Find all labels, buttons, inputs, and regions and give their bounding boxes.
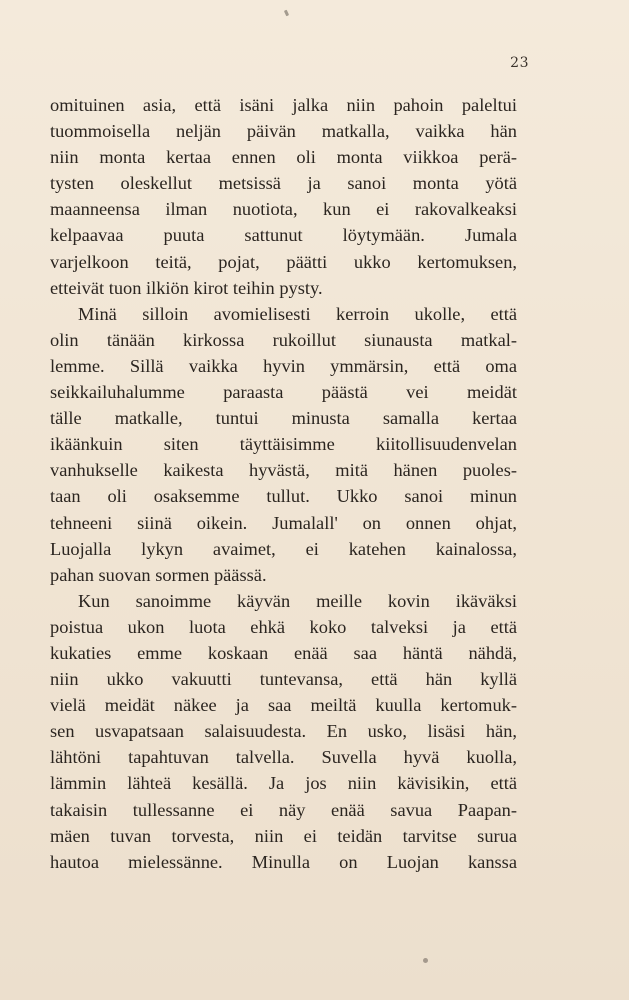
text-line: vielä meidät näkee ja saa meiltä kuulla kertomuk- — [50, 695, 517, 716]
text-line: niin monta kertaa ennen oli monta viikkoa perä- — [50, 147, 517, 168]
ink-speck — [284, 10, 289, 17]
text-line: etteivät tuon ilkiön kirot teihin pysty. — [50, 277, 323, 298]
text-line: kelpaavaa puuta sattunut löytymään. Jumala — [50, 225, 517, 246]
text-line: tysten oleskellut metsissä ja sanoi monta yötä — [50, 173, 517, 194]
text-line: poistua ukon luota ehkä koko talveksi ja että — [50, 616, 517, 637]
text-line: varjelkoon teitä, pojat, päätti ukko kertomuksen, — [50, 251, 517, 272]
text-line: ikäänkuin siten täyttäisimme kiitollisuudenvelan — [50, 434, 517, 455]
ink-dot — [423, 958, 428, 963]
text-line: taan oli osaksemme tullut. Ukko sanoi minun — [50, 486, 517, 507]
text-line: sen usvapatsaan salaisuudesta. En usko, lisäsi hän, — [50, 721, 517, 742]
text-line: Minä silloin avomielisesti kerroin ukolle, että — [78, 303, 517, 324]
text-line: hautoa mielessänne. Minulla on Luojan kanssa — [50, 851, 517, 872]
body-text — [50, 92, 517, 875]
text-line: takaisin tullessanne ei näy enää savua Paapan- — [50, 799, 517, 820]
page-number: 23 — [510, 55, 529, 71]
text-line: maanneensa ilman nuotiota, kun ei rakovalkeaksi — [50, 199, 517, 220]
text-line: tuommoisella neljän päivän matkalla, vaikka hän — [50, 121, 517, 142]
text-line: lähtöni tapahtuvan talvella. Suvella hyvä kuolla, — [50, 747, 517, 768]
text-line: kukaties emme koskaan enää saa häntä nähdä, — [50, 642, 517, 663]
text-line: lemme. Sillä vaikka hyvin ymmärsin, että oma — [50, 355, 517, 376]
text-line: olin tänään kirkossa rukoillut siunausta matkal- — [50, 329, 517, 350]
text-line: niin ukko vakuutti tuntevansa, että hän kyllä — [50, 669, 517, 690]
text-line: seikkailuhalumme paraasta päästä vei meidät — [50, 382, 517, 403]
text-line: pahan suovan sormen päässä. — [50, 564, 267, 585]
text-line: omituinen asia, että isäni jalka niin pahoin paleltui — [50, 95, 517, 115]
text-line: Kun sanoimme käyvän meille kovin ikäväksi — [78, 590, 517, 611]
text-line: vanhukselle kaikesta hyvästä, mitä hänen puoles- — [50, 460, 517, 481]
text-line: Luojalla lykyn avaimet, ei katehen kainalossa, — [50, 538, 517, 559]
text-line: tälle matkalle, tuntui minusta samalla kertaa — [50, 408, 517, 429]
text-line: tehneeni siinä oikein. Jumalall' on onnen ohjat, — [50, 512, 517, 533]
text-line: lämmin lähteä kesällä. Ja jos niin kävisikin, että — [50, 773, 517, 794]
text-line: mäen tuvan torvesta, niin ei teidän tarvitse surua — [50, 825, 517, 846]
